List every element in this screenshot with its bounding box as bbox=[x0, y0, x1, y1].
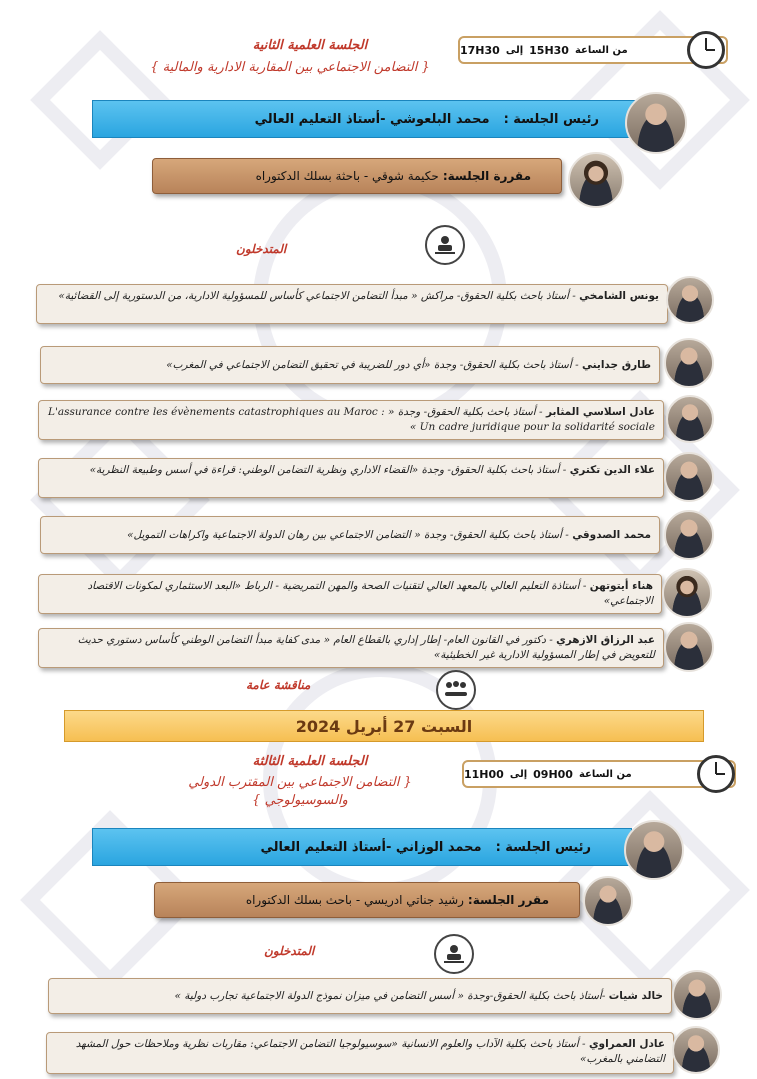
list-item bbox=[40, 346, 660, 384]
session3-theme: { التضامن الاجتماعي بين المقترب الدولي والسوسيولوجي } bbox=[188, 775, 412, 808]
chair-value: محمد الوزاني -أستاذ التعليم العالي bbox=[260, 839, 482, 855]
date-banner: السبت 27 أبريل 2024 bbox=[64, 710, 704, 742]
time-to-label: إلى bbox=[509, 768, 528, 780]
speaker-talk: - أستاذ باحث بكلية الحقوق- وجدة « L'assurance contre les évènements catastrophiques au Maroc : Un cadre juridique pour la solidarité sociale » bbox=[47, 406, 655, 433]
speaker-name: محمد الصدوقي bbox=[572, 529, 651, 541]
list-item bbox=[40, 516, 660, 554]
avatar bbox=[624, 820, 684, 880]
speaker-name: علاء الدين تكتري bbox=[569, 464, 655, 476]
speaker-name: خالد شيات bbox=[608, 990, 663, 1002]
avatar bbox=[664, 622, 714, 672]
rapporteur-label: مقرر الجلسة: bbox=[467, 893, 549, 907]
speaker-name: يونس الشامخي bbox=[579, 290, 659, 302]
rapporteur-value: رشيد جناتي ادريسي - باحث بسلك الدكتوراه bbox=[245, 893, 464, 907]
speaker-talk: - أستاذ باحث بكلية الحقوق- وجدة « التضامن الاجتماعي بين رهان الدولة الاجتماعية واكراهات التمويل» bbox=[127, 529, 569, 541]
avatar bbox=[672, 970, 722, 1020]
list-item bbox=[46, 1032, 674, 1074]
avatar bbox=[666, 395, 714, 443]
time-to-label: إلى bbox=[505, 44, 524, 56]
speaker-talk: - أستاذة التعليم العالي بالمعهد العالي لتقنيات الصحة والمهن التمريضية - الرباط «البعد الاستثماري لمكونات الاقتصاد الاجتماعي» bbox=[87, 580, 653, 607]
speaker-name: عادل العمراوي bbox=[588, 1038, 665, 1050]
avatar bbox=[672, 1026, 720, 1074]
list-item bbox=[38, 458, 664, 498]
time-to: 17H30 bbox=[460, 43, 500, 57]
rapporteur-label: مقررة الجلسة: bbox=[442, 169, 531, 183]
clock-icon bbox=[697, 755, 735, 793]
session2-title: الجلسة العلمية الثانية bbox=[252, 38, 368, 53]
avatar bbox=[625, 92, 687, 154]
list-item bbox=[38, 628, 664, 668]
time-from-label: من الساعة bbox=[574, 44, 628, 56]
avatar bbox=[583, 876, 633, 926]
chair-label: رئيس الجلسة : bbox=[495, 839, 591, 855]
clock-icon bbox=[687, 31, 725, 69]
chair-label: رئيس الجلسة : bbox=[503, 111, 599, 127]
list-item bbox=[48, 978, 672, 1014]
discussion-group-icon bbox=[436, 670, 476, 710]
avatar bbox=[568, 152, 624, 208]
time-from: 15H30 bbox=[529, 43, 569, 57]
speaker-talk: - دكتور في القانون العام- إطار إداري بالقطاع العام « مدى كفاية مبدأ التضامن الوطني كأساس دستوري حديث للتعويض في إطار المسؤولية الادارية غير الخطيئية» bbox=[77, 634, 655, 661]
speaker-name: عادل اسلاسي المثابر bbox=[545, 406, 655, 418]
session2-theme: { التضامن الاجتماعي بين المقاربة الادارية والمالية } bbox=[150, 60, 430, 75]
session3-time-box bbox=[462, 760, 736, 788]
time-from-label: من الساعة bbox=[578, 768, 632, 780]
session2-chair-bar bbox=[92, 100, 640, 138]
avatar bbox=[664, 338, 714, 388]
speaker-name: عبد الرزاق الازهري bbox=[556, 634, 655, 646]
list-item bbox=[38, 400, 664, 440]
time-to: 11H00 bbox=[464, 767, 504, 781]
time-from: 09H00 bbox=[533, 767, 573, 781]
avatar bbox=[664, 452, 714, 502]
speaker-talk: -أستاذ باحث بكلية الحقوق-وجدة « أسس التضامن في ميزان نموذج الدولة الاجتماعية تجارب دولية » bbox=[174, 990, 606, 1002]
speaker-talk: - أستاذ باحث بكلية الحقوق- وجدة «أي دور للضريبة في تحقيق التضامن الاجتماعي في المغرب» bbox=[166, 359, 579, 371]
avatar bbox=[666, 276, 714, 324]
list-item bbox=[38, 574, 662, 614]
speaker-talk: - أستاذ باحث بكلية الحقوق- وجدة «القضاء الاداري ونظرية التضامن الوطني: قراءة في أسس وطبيعة النظرية» bbox=[89, 464, 567, 476]
session2-rapporteur-bar bbox=[152, 158, 562, 194]
session3-chair-bar bbox=[92, 828, 632, 866]
chair-value: محمد البلعوشي -أستاذ التعليم العالي bbox=[254, 111, 490, 127]
speakers-group-icon bbox=[425, 225, 465, 265]
avatar bbox=[664, 510, 714, 560]
speaker-talk: - أستاذ باحث بكلية الآداب والعلوم الانسانية «سوسيولوجيا التضامن الاجتماعي: مقاربات نظرية وملاحظات حول المشهد التضامني بالمغرب» bbox=[75, 1038, 665, 1065]
speakers-label: المتدخلون bbox=[264, 944, 315, 958]
session3-title: الجلسة العلمية الثالثة bbox=[252, 754, 368, 769]
speakers-group-icon bbox=[434, 934, 474, 974]
avatar bbox=[662, 568, 712, 618]
speaker-name: هناء أيتوتهن bbox=[589, 580, 653, 592]
discussion-label: مناقشة عامة bbox=[246, 678, 311, 692]
rapporteur-value: حكيمة شوقي - باحثة بسلك الدكتوراه bbox=[255, 169, 439, 183]
speaker-talk: - أستاذ باحث بكلية الحقوق- مراكش « مبدأ التضامن الاجتماعي كأساس للمسؤولية الادارية، من الدستورية إلى القضائية» bbox=[58, 290, 576, 302]
list-item bbox=[36, 284, 668, 324]
session3-rapporteur-bar bbox=[154, 882, 580, 918]
speakers-label: المتدخلون bbox=[236, 242, 287, 256]
speaker-name: طارق جدايني bbox=[581, 359, 651, 371]
